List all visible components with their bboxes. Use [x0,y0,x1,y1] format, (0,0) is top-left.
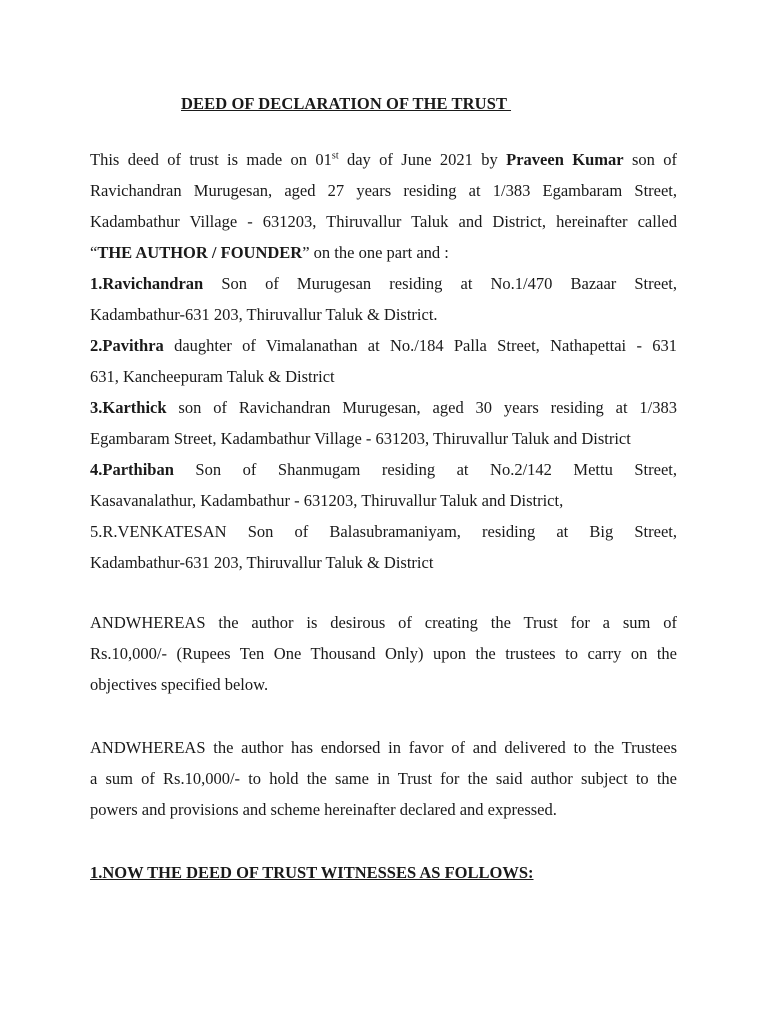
whereas-line: objectives specified below. [90,675,269,694]
trustee-line-2: Kadambathur-631 203, Thiruvallur Taluk & District [90,553,434,572]
whereas-line: ANDWHEREAS the author has endorsed in favor of and delivered to the Trustees [90,738,677,757]
trustee-line-1 [90,454,677,485]
intro-text: This deed of trust is made on 01 [90,150,332,169]
section-heading: 1.NOW THE DEED OF TRUST WITNESSES AS FOLLOWS: [90,863,534,882]
whereas-paragraph-2 [90,732,677,825]
quote-mark: “ [90,243,98,262]
trustee-line-2: Kadambathur-631 203, Thiruvallur Taluk & District. [90,305,438,324]
intro-paragraph [90,144,677,268]
trustee-item [90,330,677,392]
whereas-line: Rs.10,000/- (Rupees Ten One Thousand Only) upon the trustees to carry on the [90,644,677,663]
intro-text: ” on the one part and : [302,243,449,262]
trustee-list [90,268,677,578]
whereas-line: ANDWHEREAS the author is desirous of creating the Trust for a sum of [90,613,677,632]
intro-line-3: Kadambathur Village - 631203, Thiruvallur Taluk and District, hereinafter called [90,212,677,231]
trustee-name: 4.Parthiban [90,460,174,479]
whereas-line: a sum of Rs.10,000/- to hold the same in Trust for the said author subject to the [90,769,677,788]
ordinal-suffix: st [331,150,339,162]
trustee-item [90,516,677,578]
trustee-item [90,454,677,516]
author-founder-label: THE AUTHOR / FOUNDER [97,243,303,262]
trustee-text: son of Ravichandran Murugesan, aged 30 years residing at 1/383 [166,398,677,417]
trustee-line-1 [90,392,677,423]
document-title: DEED OF DECLARATION OF THE TRUST [181,94,512,113]
trustee-line-1 [90,330,677,361]
trustee-text: Son of Murugesan residing at No.1/470 Bazaar Street, [203,274,677,293]
trustee-item [90,268,677,330]
trustee-name: 3.Karthick [90,398,167,417]
trustee-text: Son of Shanmugam residing at No.2/142 Mettu Street, [173,460,677,479]
trustee-name: 2.Pavithra [90,336,164,355]
trustee-line-1 [90,268,677,299]
intro-line-4 [90,237,677,268]
intro-text: day of June 2021 by [338,150,507,169]
author-name: Praveen Kumar [506,150,624,169]
whereas-line: powers and provisions and scheme hereinafter declared and expressed. [90,800,557,819]
trustee-line-2: Egambaram Street, Kadambathur Village - 631203, Thiruvallur Taluk and District [90,429,631,448]
trustee-text: daughter of Vimalanathan at No./184 Palla Street, Nathapettai - 631 [163,336,677,355]
trustee-text: 5.R.VENKATESAN Son of Balasubramaniyam, residing at Big Street, [90,522,677,541]
trustee-line-1 [90,516,677,547]
trustee-line-2: Kasavanalathur, Kadambathur - 631203, Thiruvallur Taluk and District, [90,491,564,510]
intro-line-2: Ravichandran Murugesan, aged 27 years residing at 1/383 Egambaram Street, [90,181,677,200]
intro-text: son of [623,150,677,169]
trustee-line-2: 631, Kancheepuram Taluk & District [90,367,335,386]
trustee-item [90,392,677,454]
whereas-paragraph-1 [90,607,677,700]
intro-line-1 [90,144,677,175]
trustee-name: 1.Ravichandran [90,274,204,293]
